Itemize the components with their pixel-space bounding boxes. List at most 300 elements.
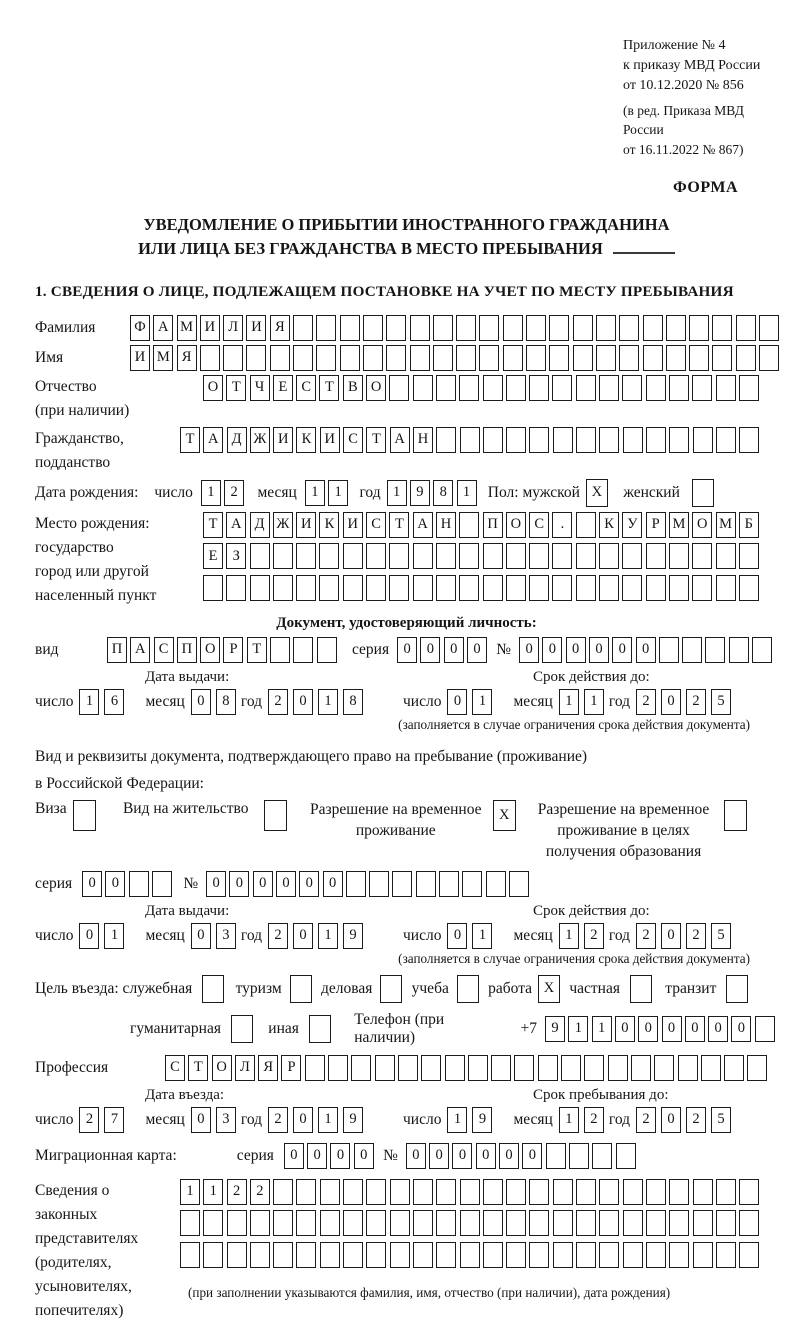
char-box[interactable] bbox=[459, 375, 479, 401]
char-box[interactable]: С bbox=[165, 1055, 185, 1081]
char-box[interactable]: 2 bbox=[686, 1107, 706, 1133]
char-box[interactable] bbox=[273, 575, 293, 601]
char-box[interactable] bbox=[366, 1242, 386, 1268]
char-box[interactable] bbox=[305, 1055, 325, 1081]
char-box[interactable] bbox=[599, 375, 619, 401]
char-box[interactable] bbox=[316, 345, 336, 371]
char-box[interactable] bbox=[506, 1210, 526, 1236]
char-box[interactable] bbox=[646, 1242, 666, 1268]
char-box[interactable] bbox=[509, 871, 529, 897]
char-box[interactable] bbox=[317, 637, 337, 663]
char-box[interactable] bbox=[666, 345, 686, 371]
char-box[interactable]: Т bbox=[226, 375, 246, 401]
char-box[interactable]: 0 bbox=[191, 689, 211, 715]
char-box[interactable] bbox=[460, 1179, 480, 1205]
char-box[interactable] bbox=[413, 375, 433, 401]
char-box[interactable] bbox=[529, 575, 549, 601]
char-box[interactable] bbox=[689, 315, 709, 341]
char-box[interactable]: С bbox=[154, 637, 174, 663]
char-box[interactable] bbox=[410, 315, 430, 341]
char-box[interactable] bbox=[413, 543, 433, 569]
char-box[interactable]: С bbox=[343, 427, 363, 453]
char-box[interactable] bbox=[619, 315, 639, 341]
char-box[interactable] bbox=[569, 1143, 589, 1169]
char-box[interactable]: 1 bbox=[559, 1107, 579, 1133]
char-box[interactable]: 0 bbox=[105, 871, 125, 897]
char-box[interactable] bbox=[678, 1055, 698, 1081]
char-box[interactable]: О bbox=[212, 1055, 232, 1081]
char-box[interactable] bbox=[439, 871, 459, 897]
char-box[interactable] bbox=[529, 543, 549, 569]
char-box[interactable] bbox=[270, 637, 290, 663]
char-box[interactable]: 7 bbox=[104, 1107, 124, 1133]
char-box[interactable]: 2 bbox=[584, 1107, 604, 1133]
char-box[interactable] bbox=[592, 1143, 612, 1169]
char-box[interactable]: 0 bbox=[191, 1107, 211, 1133]
char-box[interactable]: 1 bbox=[592, 1016, 612, 1042]
char-box[interactable] bbox=[526, 315, 546, 341]
char-box[interactable] bbox=[599, 1179, 619, 1205]
char-box[interactable] bbox=[343, 543, 363, 569]
char-box[interactable]: 2 bbox=[636, 1107, 656, 1133]
char-box[interactable]: 0 bbox=[284, 1143, 304, 1169]
char-box[interactable]: 1 bbox=[201, 480, 221, 506]
char-box[interactable] bbox=[596, 315, 616, 341]
char-box[interactable]: 9 bbox=[410, 480, 430, 506]
char-box[interactable] bbox=[483, 1210, 503, 1236]
char-box[interactable] bbox=[460, 1242, 480, 1268]
char-box[interactable]: 1 bbox=[584, 689, 604, 715]
char-box[interactable]: 1 bbox=[559, 689, 579, 715]
char-box[interactable] bbox=[549, 345, 569, 371]
char-box[interactable] bbox=[553, 1210, 573, 1236]
char-box[interactable] bbox=[293, 345, 313, 371]
char-box[interactable] bbox=[576, 1210, 596, 1236]
char-box[interactable]: К bbox=[599, 512, 619, 538]
char-box[interactable] bbox=[654, 1055, 674, 1081]
char-box[interactable]: 0 bbox=[444, 637, 464, 663]
char-box[interactable] bbox=[659, 637, 679, 663]
char-box[interactable] bbox=[573, 315, 593, 341]
char-box[interactable]: 0 bbox=[519, 637, 539, 663]
char-box[interactable] bbox=[692, 575, 712, 601]
char-box[interactable]: 0 bbox=[253, 871, 273, 897]
visa-checkbox[interactable] bbox=[73, 800, 96, 831]
char-box[interactable] bbox=[129, 871, 149, 897]
char-box[interactable] bbox=[366, 575, 386, 601]
purpose-work-checkbox[interactable]: X bbox=[538, 975, 560, 1003]
char-box[interactable]: 1 bbox=[457, 480, 477, 506]
char-box[interactable] bbox=[250, 575, 270, 601]
char-box[interactable]: 0 bbox=[708, 1016, 728, 1042]
char-box[interactable] bbox=[538, 1055, 558, 1081]
char-box[interactable] bbox=[456, 315, 476, 341]
char-box[interactable]: 0 bbox=[731, 1016, 751, 1042]
char-box[interactable] bbox=[576, 543, 596, 569]
char-box[interactable] bbox=[643, 345, 663, 371]
char-box[interactable]: 8 bbox=[216, 689, 236, 715]
char-box[interactable]: В bbox=[343, 375, 363, 401]
char-box[interactable] bbox=[631, 1055, 651, 1081]
char-box[interactable] bbox=[599, 575, 619, 601]
char-box[interactable]: 0 bbox=[522, 1143, 542, 1169]
char-box[interactable] bbox=[669, 1242, 689, 1268]
char-box[interactable]: 3 bbox=[216, 1107, 236, 1133]
char-box[interactable]: 0 bbox=[589, 637, 609, 663]
char-box[interactable]: О bbox=[366, 375, 386, 401]
char-box[interactable]: 0 bbox=[615, 1016, 635, 1042]
char-box[interactable]: М bbox=[177, 315, 197, 341]
char-box[interactable] bbox=[436, 427, 456, 453]
char-box[interactable] bbox=[363, 345, 383, 371]
char-box[interactable] bbox=[553, 1242, 573, 1268]
char-box[interactable] bbox=[552, 375, 572, 401]
char-box[interactable] bbox=[712, 345, 732, 371]
char-box[interactable] bbox=[646, 575, 666, 601]
char-box[interactable] bbox=[529, 1179, 549, 1205]
char-box[interactable]: 1 bbox=[318, 923, 338, 949]
purpose-private-checkbox[interactable] bbox=[630, 975, 652, 1003]
char-box[interactable]: Я bbox=[258, 1055, 278, 1081]
char-box[interactable]: 1 bbox=[305, 480, 325, 506]
char-box[interactable]: 2 bbox=[224, 480, 244, 506]
char-box[interactable]: И bbox=[343, 512, 363, 538]
char-box[interactable] bbox=[366, 1210, 386, 1236]
char-box[interactable]: 9 bbox=[343, 1107, 363, 1133]
char-box[interactable] bbox=[366, 1179, 386, 1205]
char-box[interactable]: 0 bbox=[420, 637, 440, 663]
char-box[interactable]: Е bbox=[203, 543, 223, 569]
char-box[interactable]: 0 bbox=[499, 1143, 519, 1169]
char-box[interactable]: 3 bbox=[216, 923, 236, 949]
char-box[interactable]: И bbox=[130, 345, 150, 371]
char-box[interactable]: 2 bbox=[268, 1107, 288, 1133]
char-box[interactable] bbox=[619, 345, 639, 371]
char-box[interactable]: 0 bbox=[330, 1143, 350, 1169]
char-box[interactable] bbox=[576, 1242, 596, 1268]
edu-permit-checkbox[interactable] bbox=[724, 800, 747, 831]
char-box[interactable] bbox=[459, 543, 479, 569]
char-box[interactable]: М bbox=[669, 512, 689, 538]
char-box[interactable]: А bbox=[390, 427, 410, 453]
char-box[interactable] bbox=[576, 575, 596, 601]
char-box[interactable]: 0 bbox=[354, 1143, 374, 1169]
char-box[interactable] bbox=[296, 1210, 316, 1236]
char-box[interactable] bbox=[669, 1179, 689, 1205]
char-box[interactable] bbox=[549, 315, 569, 341]
char-box[interactable] bbox=[398, 1055, 418, 1081]
char-box[interactable] bbox=[200, 345, 220, 371]
char-box[interactable] bbox=[483, 575, 503, 601]
char-box[interactable] bbox=[296, 1179, 316, 1205]
char-box[interactable] bbox=[413, 1179, 433, 1205]
char-box[interactable] bbox=[608, 1055, 628, 1081]
char-box[interactable] bbox=[340, 315, 360, 341]
char-box[interactable] bbox=[483, 543, 503, 569]
char-box[interactable] bbox=[552, 543, 572, 569]
char-box[interactable] bbox=[386, 345, 406, 371]
purpose-humanitarian-checkbox[interactable] bbox=[231, 1015, 253, 1043]
char-box[interactable]: Т bbox=[188, 1055, 208, 1081]
char-box[interactable]: С bbox=[296, 375, 316, 401]
char-box[interactable]: С bbox=[529, 512, 549, 538]
char-box[interactable]: Р bbox=[223, 637, 243, 663]
char-box[interactable]: 0 bbox=[612, 637, 632, 663]
char-box[interactable] bbox=[584, 1055, 604, 1081]
char-box[interactable]: Л bbox=[235, 1055, 255, 1081]
char-box[interactable]: 1 bbox=[387, 480, 407, 506]
char-box[interactable] bbox=[716, 375, 736, 401]
char-box[interactable] bbox=[319, 543, 339, 569]
char-box[interactable] bbox=[712, 315, 732, 341]
char-box[interactable] bbox=[483, 427, 503, 453]
char-box[interactable]: К bbox=[296, 427, 316, 453]
char-box[interactable]: 1 bbox=[104, 923, 124, 949]
char-box[interactable] bbox=[246, 345, 266, 371]
char-box[interactable] bbox=[623, 427, 643, 453]
char-box[interactable] bbox=[389, 575, 409, 601]
char-box[interactable] bbox=[692, 543, 712, 569]
char-box[interactable]: П bbox=[107, 637, 127, 663]
char-box[interactable] bbox=[716, 1242, 736, 1268]
char-box[interactable] bbox=[759, 315, 779, 341]
char-box[interactable] bbox=[514, 1055, 534, 1081]
char-box[interactable] bbox=[320, 1179, 340, 1205]
char-box[interactable] bbox=[390, 1242, 410, 1268]
char-box[interactable] bbox=[646, 427, 666, 453]
char-box[interactable] bbox=[669, 427, 689, 453]
char-box[interactable] bbox=[343, 1242, 363, 1268]
char-box[interactable]: А bbox=[153, 315, 173, 341]
char-box[interactable] bbox=[460, 1210, 480, 1236]
char-box[interactable]: 1 bbox=[559, 923, 579, 949]
char-box[interactable]: Я bbox=[177, 345, 197, 371]
char-box[interactable] bbox=[693, 1210, 713, 1236]
char-box[interactable] bbox=[622, 575, 642, 601]
char-box[interactable]: 2 bbox=[686, 923, 706, 949]
char-box[interactable]: 1 bbox=[318, 689, 338, 715]
char-box[interactable]: П bbox=[177, 637, 197, 663]
char-box[interactable] bbox=[739, 1210, 759, 1236]
char-box[interactable] bbox=[682, 637, 702, 663]
char-box[interactable] bbox=[759, 345, 779, 371]
char-box[interactable]: Р bbox=[646, 512, 666, 538]
char-box[interactable] bbox=[328, 1055, 348, 1081]
char-box[interactable] bbox=[468, 1055, 488, 1081]
char-box[interactable] bbox=[250, 543, 270, 569]
char-box[interactable] bbox=[421, 1055, 441, 1081]
char-box[interactable] bbox=[622, 543, 642, 569]
char-box[interactable]: Д bbox=[227, 427, 247, 453]
char-box[interactable] bbox=[736, 315, 756, 341]
char-box[interactable] bbox=[752, 637, 772, 663]
char-box[interactable]: 1 bbox=[318, 1107, 338, 1133]
char-box[interactable]: 2 bbox=[268, 689, 288, 715]
char-box[interactable] bbox=[646, 543, 666, 569]
char-box[interactable] bbox=[203, 1210, 223, 1236]
char-box[interactable] bbox=[506, 375, 526, 401]
char-box[interactable]: А bbox=[130, 637, 150, 663]
char-box[interactable] bbox=[599, 427, 619, 453]
char-box[interactable]: 2 bbox=[584, 923, 604, 949]
char-box[interactable] bbox=[363, 315, 383, 341]
temp-permit-checkbox[interactable]: X bbox=[493, 800, 516, 831]
char-box[interactable]: 1 bbox=[472, 689, 492, 715]
char-box[interactable] bbox=[320, 1210, 340, 1236]
char-box[interactable] bbox=[599, 1210, 619, 1236]
char-box[interactable] bbox=[479, 345, 499, 371]
char-box[interactable]: Р bbox=[281, 1055, 301, 1081]
char-box[interactable] bbox=[340, 345, 360, 371]
char-box[interactable]: Ж bbox=[250, 427, 270, 453]
char-box[interactable] bbox=[460, 427, 480, 453]
char-box[interactable] bbox=[413, 1242, 433, 1268]
char-box[interactable] bbox=[410, 345, 430, 371]
char-box[interactable] bbox=[724, 1055, 744, 1081]
char-box[interactable]: 9 bbox=[545, 1016, 565, 1042]
char-box[interactable]: 1 bbox=[447, 1107, 467, 1133]
char-box[interactable] bbox=[445, 1055, 465, 1081]
char-box[interactable]: П bbox=[483, 512, 503, 538]
char-box[interactable] bbox=[250, 1210, 270, 1236]
char-box[interactable] bbox=[366, 543, 386, 569]
char-box[interactable]: 0 bbox=[293, 1107, 313, 1133]
char-box[interactable]: 0 bbox=[406, 1143, 426, 1169]
char-box[interactable]: 1 bbox=[203, 1179, 223, 1205]
char-box[interactable]: 2 bbox=[636, 689, 656, 715]
char-box[interactable] bbox=[693, 1179, 713, 1205]
char-box[interactable] bbox=[729, 637, 749, 663]
char-box[interactable] bbox=[576, 512, 596, 538]
char-box[interactable] bbox=[343, 1179, 363, 1205]
char-box[interactable]: З bbox=[226, 543, 246, 569]
char-box[interactable] bbox=[692, 375, 712, 401]
char-box[interactable]: 0 bbox=[447, 923, 467, 949]
char-box[interactable] bbox=[573, 345, 593, 371]
char-box[interactable]: Л bbox=[223, 315, 243, 341]
char-box[interactable] bbox=[552, 575, 572, 601]
char-box[interactable]: 2 bbox=[250, 1179, 270, 1205]
char-box[interactable] bbox=[203, 575, 223, 601]
char-box[interactable] bbox=[506, 1179, 526, 1205]
char-box[interactable]: 9 bbox=[343, 923, 363, 949]
char-box[interactable] bbox=[462, 871, 482, 897]
char-box[interactable] bbox=[747, 1055, 767, 1081]
char-box[interactable] bbox=[669, 1210, 689, 1236]
char-box[interactable] bbox=[436, 575, 456, 601]
char-box[interactable] bbox=[390, 1210, 410, 1236]
char-box[interactable] bbox=[669, 543, 689, 569]
char-box[interactable]: И bbox=[320, 427, 340, 453]
purpose-business-checkbox[interactable] bbox=[380, 975, 402, 1003]
char-box[interactable]: 5 bbox=[711, 923, 731, 949]
char-box[interactable]: И bbox=[296, 512, 316, 538]
char-box[interactable]: Т bbox=[203, 512, 223, 538]
char-box[interactable]: 0 bbox=[636, 637, 656, 663]
char-box[interactable] bbox=[506, 575, 526, 601]
char-box[interactable]: Д bbox=[250, 512, 270, 538]
char-box[interactable] bbox=[693, 427, 713, 453]
char-box[interactable] bbox=[343, 575, 363, 601]
char-box[interactable]: 1 bbox=[79, 689, 99, 715]
char-box[interactable] bbox=[576, 375, 596, 401]
char-box[interactable] bbox=[529, 427, 549, 453]
purpose-transit-checkbox[interactable] bbox=[726, 975, 748, 1003]
char-box[interactable] bbox=[316, 315, 336, 341]
char-box[interactable] bbox=[433, 315, 453, 341]
char-box[interactable]: Т bbox=[180, 427, 200, 453]
char-box[interactable] bbox=[296, 543, 316, 569]
char-box[interactable]: Б bbox=[739, 512, 759, 538]
char-box[interactable]: А bbox=[203, 427, 223, 453]
char-box[interactable] bbox=[392, 871, 412, 897]
char-box[interactable] bbox=[180, 1210, 200, 1236]
char-box[interactable] bbox=[553, 427, 573, 453]
char-box[interactable]: К bbox=[319, 512, 339, 538]
char-box[interactable]: Т bbox=[389, 512, 409, 538]
char-box[interactable] bbox=[413, 575, 433, 601]
char-box[interactable] bbox=[739, 575, 759, 601]
char-box[interactable]: 0 bbox=[661, 923, 681, 949]
char-box[interactable]: 2 bbox=[79, 1107, 99, 1133]
char-box[interactable] bbox=[416, 871, 436, 897]
char-box[interactable]: 9 bbox=[472, 1107, 492, 1133]
char-box[interactable]: 0 bbox=[566, 637, 586, 663]
char-box[interactable]: 1 bbox=[568, 1016, 588, 1042]
char-box[interactable] bbox=[576, 427, 596, 453]
char-box[interactable]: Т bbox=[247, 637, 267, 663]
char-box[interactable] bbox=[622, 375, 642, 401]
char-box[interactable] bbox=[529, 375, 549, 401]
char-box[interactable] bbox=[529, 1210, 549, 1236]
char-box[interactable] bbox=[273, 1210, 293, 1236]
char-box[interactable]: 0 bbox=[191, 923, 211, 949]
char-box[interactable] bbox=[561, 1055, 581, 1081]
char-box[interactable]: 0 bbox=[307, 1143, 327, 1169]
char-box[interactable]: Ж bbox=[273, 512, 293, 538]
char-box[interactable]: 1 bbox=[472, 923, 492, 949]
char-box[interactable] bbox=[436, 1210, 456, 1236]
char-box[interactable] bbox=[506, 543, 526, 569]
char-box[interactable]: 0 bbox=[293, 689, 313, 715]
sex-male-checkbox[interactable]: X bbox=[586, 479, 608, 507]
purpose-official-checkbox[interactable] bbox=[202, 975, 224, 1003]
char-box[interactable] bbox=[436, 543, 456, 569]
char-box[interactable] bbox=[343, 1210, 363, 1236]
char-box[interactable] bbox=[273, 543, 293, 569]
char-box[interactable]: С bbox=[366, 512, 386, 538]
char-box[interactable]: 0 bbox=[79, 923, 99, 949]
char-box[interactable]: Ф bbox=[130, 315, 150, 341]
char-box[interactable]: 1 bbox=[328, 480, 348, 506]
char-box[interactable] bbox=[223, 345, 243, 371]
residence-permit-checkbox[interactable] bbox=[264, 800, 287, 831]
char-box[interactable]: Т bbox=[319, 375, 339, 401]
char-box[interactable] bbox=[433, 345, 453, 371]
char-box[interactable] bbox=[736, 345, 756, 371]
char-box[interactable]: 8 bbox=[433, 480, 453, 506]
char-box[interactable]: 0 bbox=[662, 1016, 682, 1042]
char-box[interactable] bbox=[390, 1179, 410, 1205]
char-box[interactable] bbox=[486, 871, 506, 897]
char-box[interactable]: 0 bbox=[452, 1143, 472, 1169]
char-box[interactable] bbox=[506, 1242, 526, 1268]
char-box[interactable]: А bbox=[226, 512, 246, 538]
char-box[interactable]: 0 bbox=[542, 637, 562, 663]
char-box[interactable] bbox=[436, 1242, 456, 1268]
char-box[interactable] bbox=[755, 1016, 775, 1042]
char-box[interactable] bbox=[739, 1179, 759, 1205]
